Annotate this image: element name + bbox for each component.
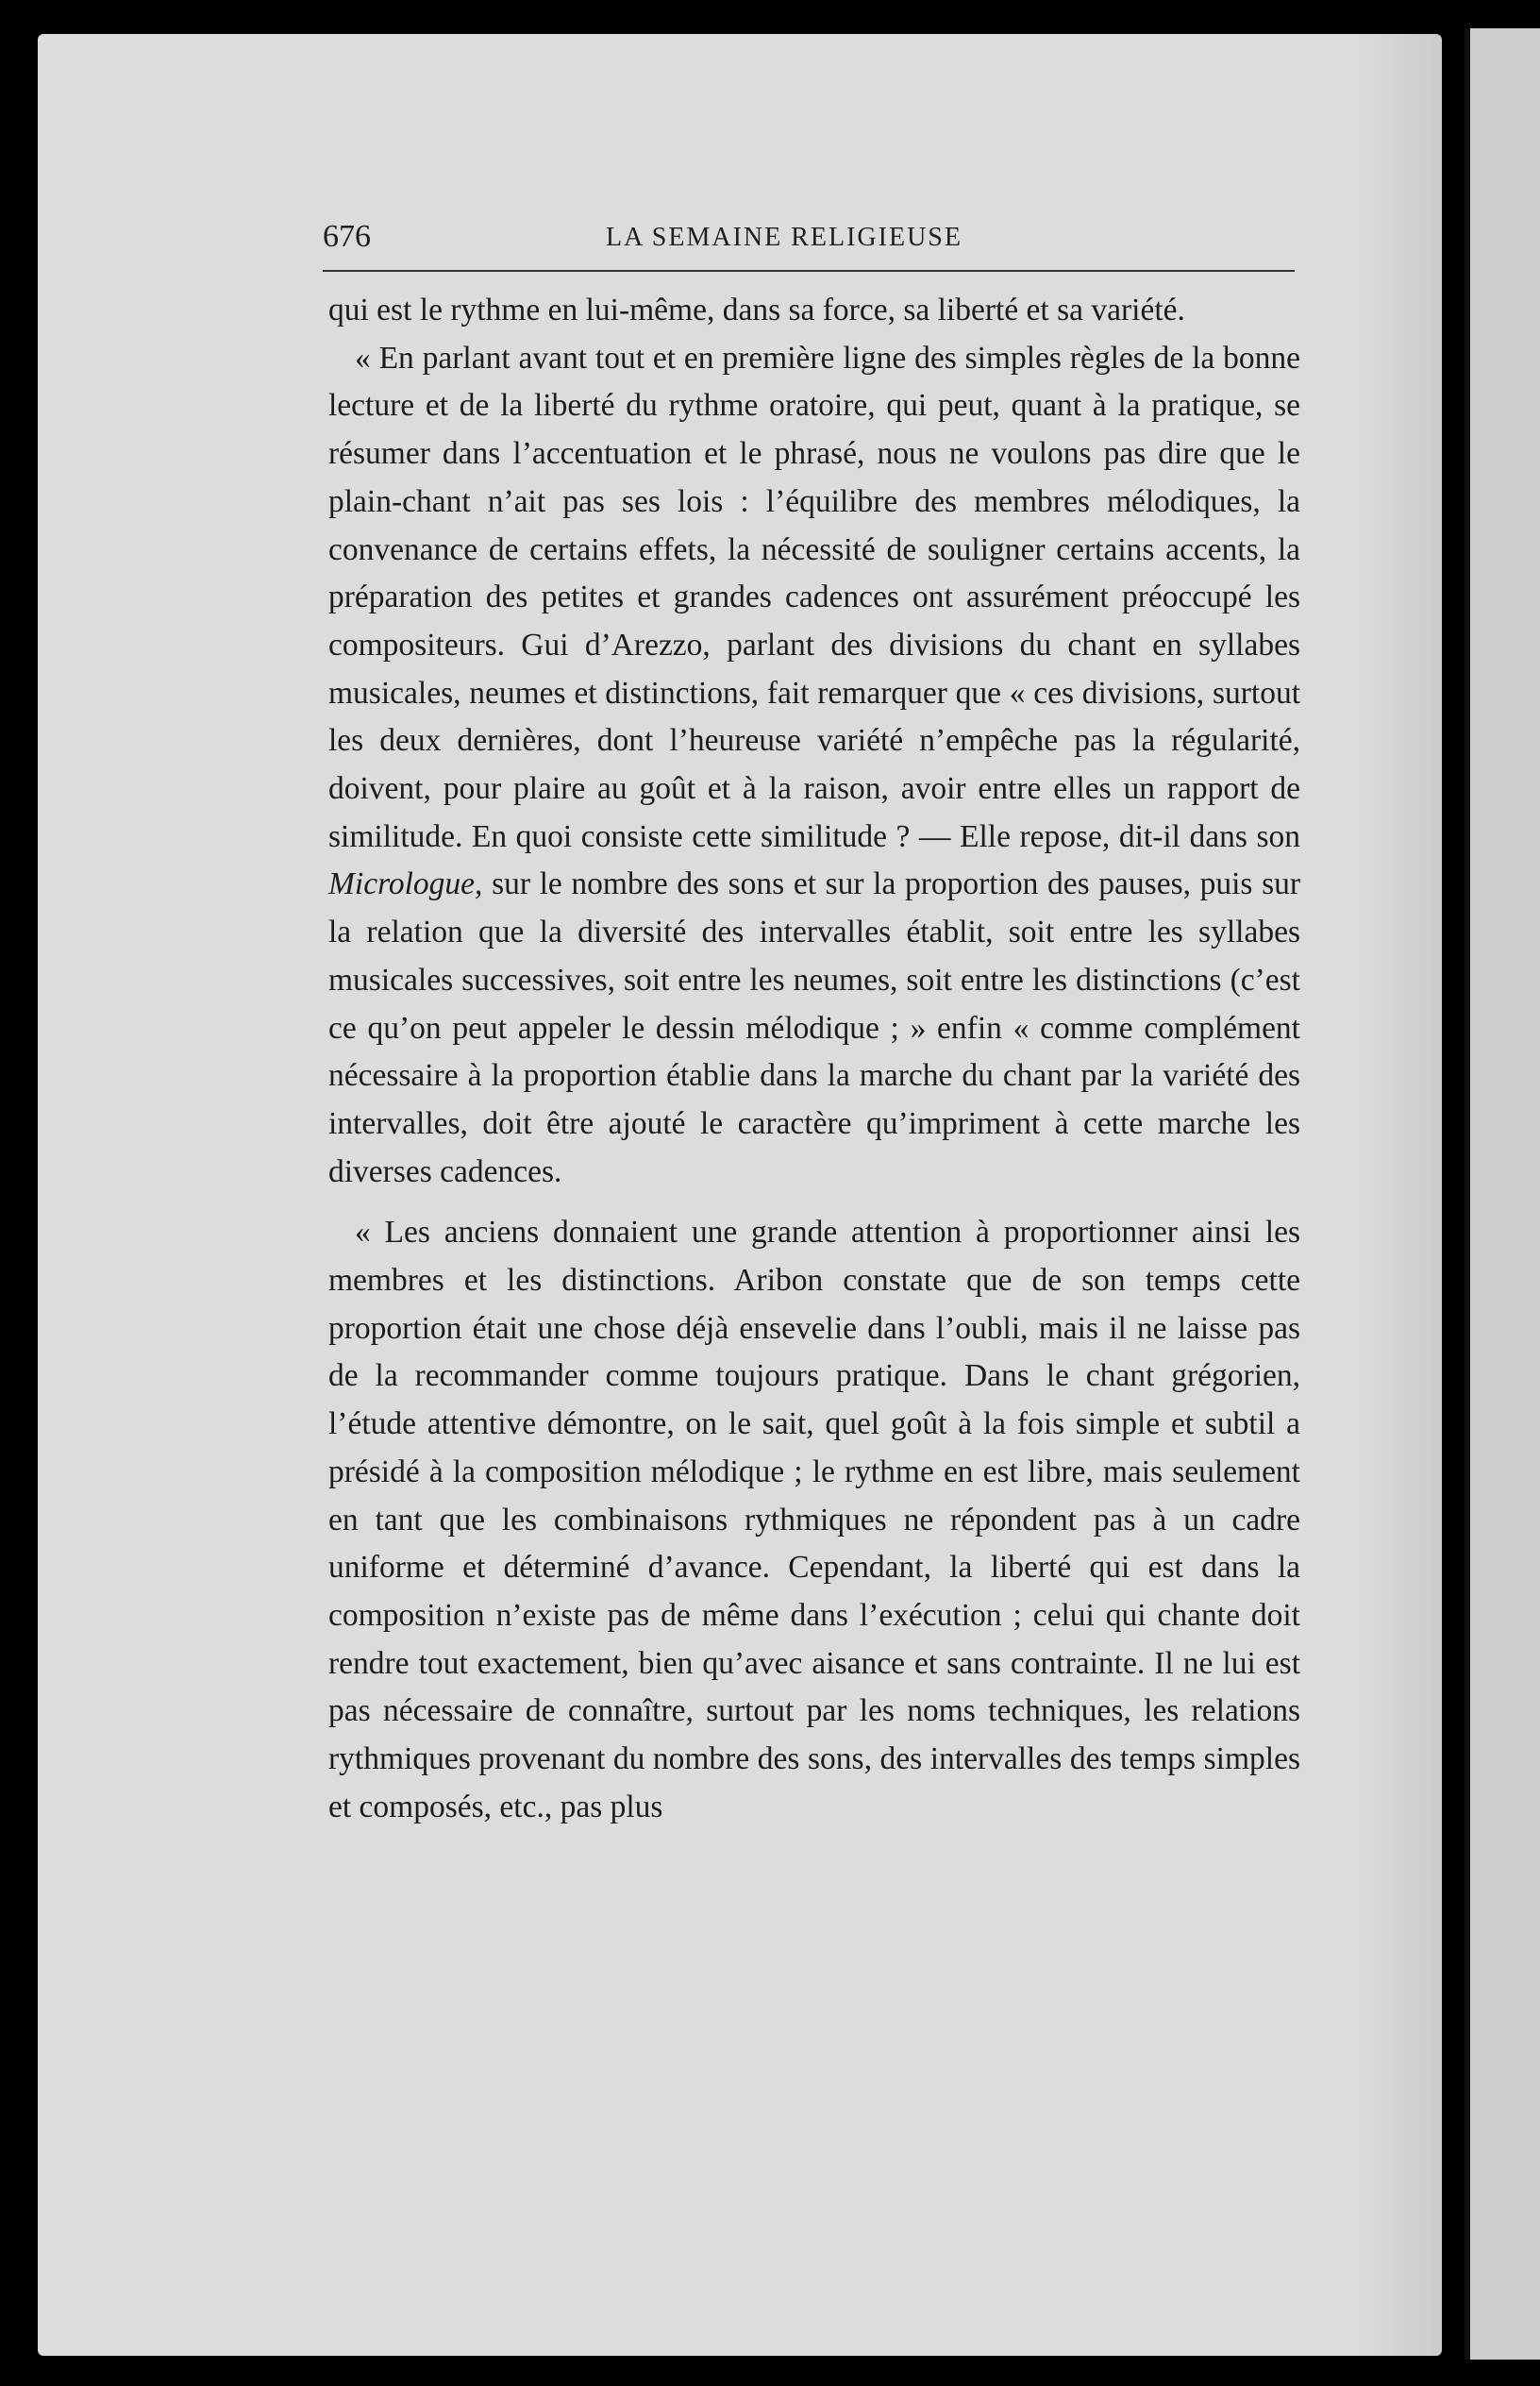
paragraph-quote-1-part-a: « En parlant avant tout et en première ligne des simples règles de la bonne lecture et de la liberté du rythme oratoire, qui peut, quant à la pratique, se résumer dans l’accentuation et le phrasé, nous ne voulons pas dire que le plain-chant n’ait pas ses lois : l’équilibre des membres mélodiques, la convenance de certains effets, la nécessité de souligner certains accents, la préparation des petites et grandes cadences ont assurément préoccupé les compositeurs. Gui d’Arezzo, parlant des divisions du chant en syllabes musicales, neumes et distinctions, fait remarquer que « ces divisions, surtout les deux dernières, dont l’heureuse variété n’empêche pas la régularité, doivent, pour plaire au goût et à la raison, avoir entre elles un rapport de similitude. En quoi consiste cette similitude ? — Elle repose, dit-il dans son: [328, 340, 1300, 854]
running-title: LA SEMAINE RELIGIEUSE: [606, 223, 962, 252]
page-header: [323, 219, 1295, 260]
paragraph-quote-1-part-b: sur le nombre des sons et sur la proportion des pauses, puis sur la relation que la diversité des intervalles établit, soit entre les syllabes musicales successives, soit entre les neumes, soit entre les distinctions (c’est ce qu’on peut appeler le dessin mélodique ; » enfin « comme complément nécessaire à la proportion établie dans la marche du chant par la variété des intervalles, doit être ajouté le caractère qu’impriment à cette marche les diverses cadences.: [328, 866, 1301, 1189]
header-rule: [323, 270, 1295, 272]
paragraph-continuation: qui est le rythme en lui-même, dans sa force, sa liberté et sa variété.: [328, 293, 1185, 328]
micrologue-title: Micrologue,: [328, 866, 483, 902]
paragraph-quote-2: « Les anciens donnaient une grande attention à proportionner ainsi les membres et les distinctions. Aribon constate que de son temps cette proportion était une chose déjà ensevelie dans l’oubli, mais il ne laisse pas de la recommander comme toujours pratique. Dans le chant grégorien, l’étude attentive démontre, on le sait, quel goût à la fois simple et subtil a présidé à la composition mélodique ; le rythme en est libre, mais seulement en tant que les combinaisons rythmiques ne répondent pas à un cadre uniforme et déterminé d’avance. Cependant, la liberté qui est dans la composition n’existe pas de même dans l’exécution ; celui qui chante doit rendre tout exactement, bien qu’avec aisance et sans contrainte. Il ne lui est pas nécessaire de connaître, surtout par les noms techniques, les relations rythmiques provenant du nombre des sons, des intervalles des temps simples et composés, etc., pas plus: [328, 1215, 1300, 1824]
body-text: [328, 287, 1300, 1832]
page-number: 676: [323, 219, 371, 254]
paragraph-quote-1: [328, 335, 1300, 1197]
page-shadow: [1357, 34, 1442, 2356]
facing-page-edge: [1465, 28, 1540, 2360]
